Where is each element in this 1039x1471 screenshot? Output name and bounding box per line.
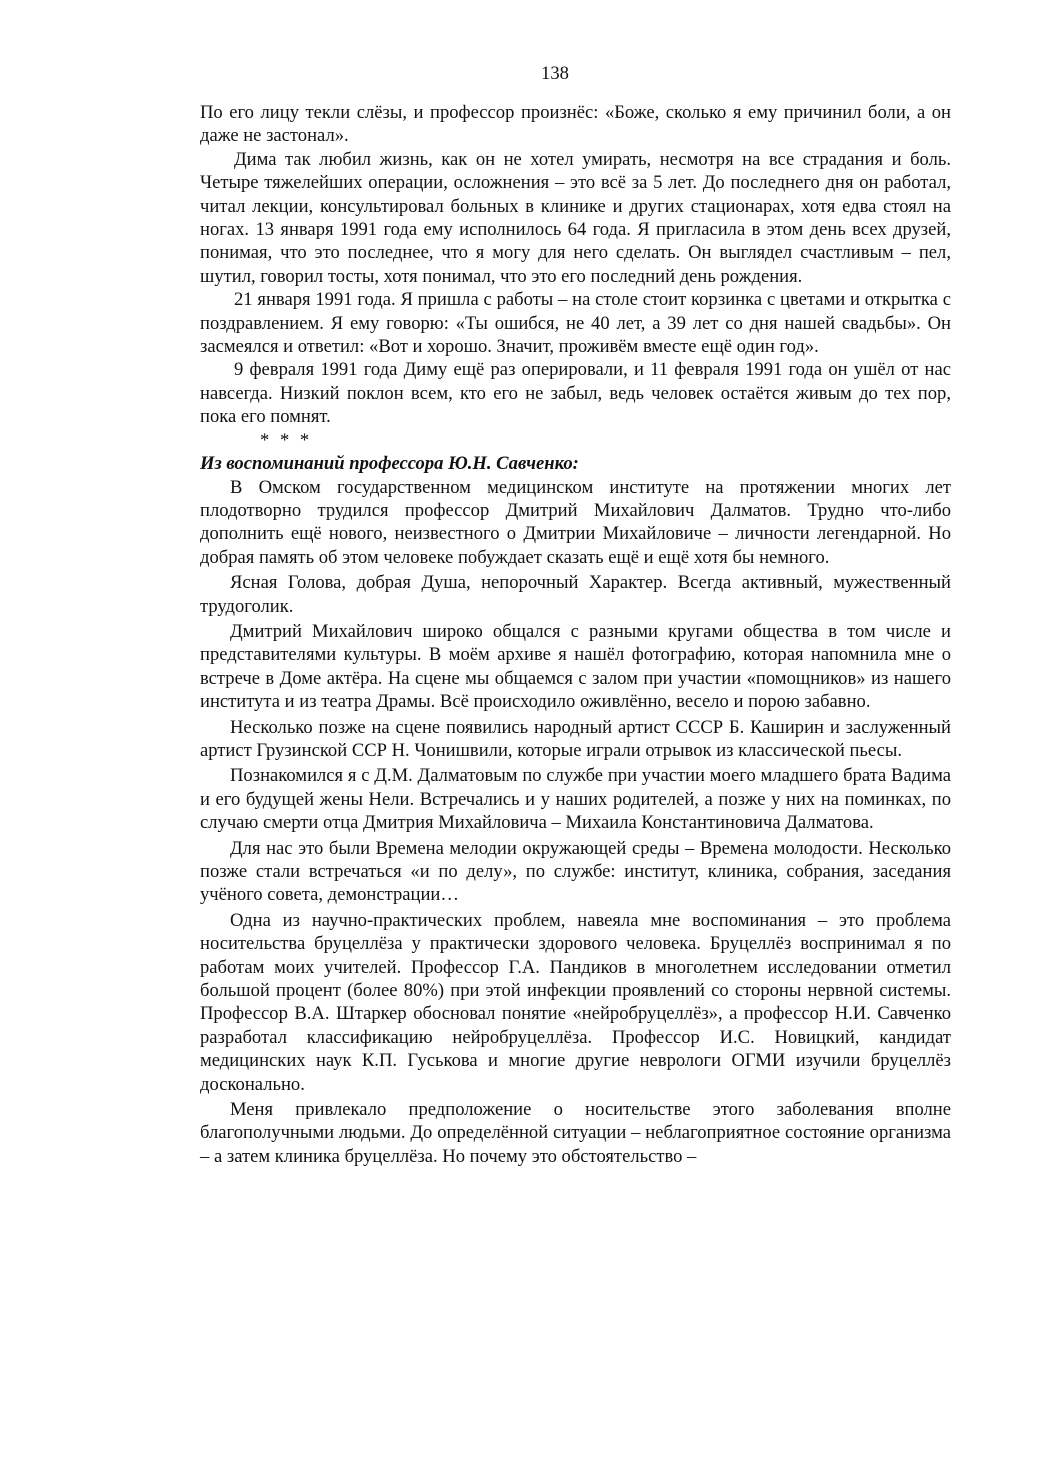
paragraph: 21 января 1991 года. Я пришла с работы – на столе стоит корзинка с цветами и открытка с поздравлением. Я ему говорю: «Ты ошибся, не 40 лет, а 39 лет со дня нашей свадьбы». Он засмеялся и ответил: «Вот и хорошо. Значит, проживём вместе ещё один год». [200, 289, 951, 358]
paragraph: Одна из научно-практических проблем, навеяла мне воспоминания – это проблема носительства бруцеллёза у практически здорового человека. Бруцеллёз воспринимал я по работам моих учителей. Профессор Г.А. Пандиков в многолетнем исследовании отметил большой процент (более 80%) при этой инфекции проявлений со стороны нервной системы. Профессор В.А. Штаркер обосновал понятие «нейробруцеллёз», а профессор Н.И. Савченко разработал классификацию нейробруцеллёза. Профессор И.С. Новицкий, кандидат медицинских наук К.П. Гуськова и многие другие неврологи ОГМИ изучили бруцеллёз досконально. [200, 909, 951, 1095]
paragraph: В Омском государственном медицинском институте на протяжении многих лет плодотворно трудился профессор Дмитрий Михайлович Далматов. Трудно что-либо дополнить ещё нового, неизвестного о Дмитрии Михайловиче – личности легендарной. Но добрая память об этом человеке побуждает сказать ещё и ещё хотя бы немного. [200, 476, 951, 568]
paragraph: Несколько позже на сцене появились народный артист СССР Б. Каширин и заслуженный артист Грузинской ССР Н. Чонишвили, которые играли отрывок из классической пьесы. [200, 716, 951, 761]
paragraph: Меня привлекало предположение о носительстве этого заболевания вполне благополучными людьми. До определённой ситуации – неблагоприятное состояние организма – а затем клиника бруцеллёза. Но почему это обстоятельство – [200, 1099, 951, 1167]
page-number: 138 [541, 63, 569, 84]
paragraph: 9 февраля 1991 года Диму ещё раз оперировали, и 11 февраля 1991 года он ушёл от нас навсегда. Низкий поклон всем, кто его не забыл, ведь человек остаётся живым до тех пор, пока его помнят. [200, 359, 951, 428]
paragraph: Дмитрий Михайлович широко общался с разными кругами общества в том числе и представителями культуры. В моём архиве я нашёл фотографию, которая напомнила мне о встрече в Доме актёра. На сцене мы общаемся с залом при участии «помощников» из нашего института и из театра Драмы. Всё происходило оживлённо, весело и порою забавно. [200, 620, 951, 713]
paragraph: По его лицу текли слёзы, и профессор произнёс: «Боже, сколько я ему причинил боли, а он даже не застонал». [200, 102, 951, 147]
paragraph: Дима так любил жизнь, как он не хотел умирать, несмотря на все страдания и боль. Четыре тяжелейших операции, осложнения – это всё за 5 лет. До последнего дня он работал, читал лекции, консультировал больных в клинике и других стационарах, хотя едва стоял на ногах. 13 января 1991 года ему исполнилось 64 года. Я пригласила в этом день всех друзей, понимая, что это последнее, что я могу для него сделать. Он выглядел счастливым – пел, шутил, говорил тосты, хотя понимал, что это его последний день рождения. [200, 148, 951, 287]
paragraph: Для нас это были Времена мелодии окружающей среды – Времена молодости. Несколько позже стали встречаться «и по делу», по службе: институт, клиника, собрания, заседания учёного совета, демонстрации… [200, 837, 951, 906]
section-heading: Из воспоминаний профессора Ю.Н. Савченко: [200, 453, 579, 475]
paragraph: Ясная Голова, добрая Душа, непорочный Характер. Всегда активный, мужественный трудоголик. [200, 572, 951, 617]
section-separator: * * * [260, 429, 313, 451]
paragraph: Познакомился я с Д.М. Далматовым по службе при участии моего младшего брата Вадима и его будущей жены Нели. Встречались и у наших родителей, а позже у них на поминках, по случаю смерти отца Дмитрия Михайловича – Михаила Константиновича Далматова. [200, 765, 951, 834]
body-text [200, 101, 951, 1168]
